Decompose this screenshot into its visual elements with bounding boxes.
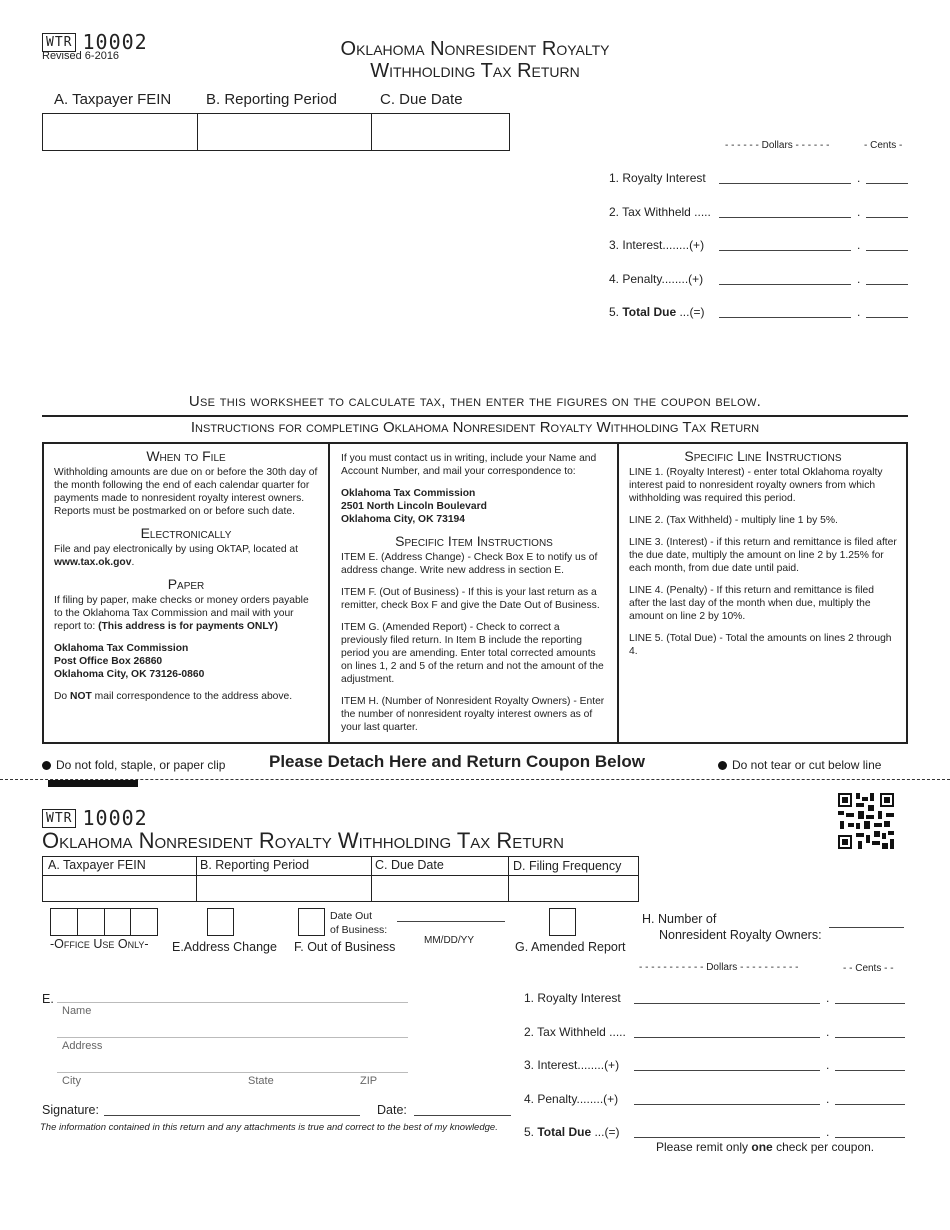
worksheet-line-5: [609, 305, 908, 319]
website-link[interactable]: www.tax.ok.gov: [54, 557, 132, 568]
instructions-col-2: [331, 444, 617, 744]
cents-field[interactable]: [866, 306, 908, 318]
decimal-point: .: [857, 305, 861, 319]
instructions-title: Instructions for completing Oklahoma Nonresident Royalty Withholding Tax Return: [190, 419, 760, 436]
line-4-text: LINE 4. (Penalty) - If this return and remittance is filed after the last day of the month when due, multiply the amount on line 2 by 10%.: [629, 585, 874, 622]
office-use-cell: [78, 909, 105, 935]
form-code: WTR: [42, 33, 76, 52]
coupon-line-4: [524, 1092, 905, 1106]
coupon-form-code: WTR: [42, 809, 76, 828]
line-2-text: LINE 2. (Tax Withheld) - multiply line 1 by 5%.: [629, 515, 838, 526]
label-reporting-period: B. Reporting Period: [206, 91, 337, 108]
correspondence-address: Oklahoma Tax Commission 2501 North Lincoln Boulevard Oklahoma City, OK 73194: [341, 488, 487, 525]
address-change-label: E.Address Change: [172, 940, 277, 954]
office-use-cell: [51, 909, 78, 935]
line-5-text: LINE 5. (Total Due) - Total the amounts on lines 2 through 4.: [629, 633, 892, 657]
cents-field[interactable]: [866, 239, 908, 251]
address-change-checkbox[interactable]: [207, 908, 234, 936]
state-label: State: [248, 1075, 274, 1087]
scan-mark: [48, 780, 138, 787]
line-label: 5. Total Due ...(=): [524, 1125, 620, 1139]
electronically-text: File and pay electronically by using OkTAP, located at www.tax.ok.gov.: [54, 544, 299, 568]
line-label: 2. Tax Withheld .....: [524, 1024, 626, 1039]
item-h-text: ITEM H. (Number of Nonresident Royalty Owners) - Enter the number of nonresident royalty interest owners as of your last quarter.: [341, 696, 605, 733]
coupon-due-date-field[interactable]: [373, 876, 507, 901]
signature-label: Signature:: [42, 1103, 99, 1117]
line-label: 3. Interest........(+): [524, 1058, 620, 1072]
cents-field[interactable]: [835, 1093, 905, 1105]
label-taxpayer-fein: A. Taxpayer FEIN: [54, 91, 172, 108]
dollars-header: - - - - - - Dollars - - - - - -: [725, 140, 830, 151]
cents-field[interactable]: [835, 1026, 905, 1038]
amended-report-label: G. Amended Report: [515, 940, 626, 954]
out-of-business-label: F. Out of Business: [294, 940, 396, 954]
form-number: 10002: [82, 30, 148, 54]
signature-field[interactable]: [104, 1115, 360, 1116]
divider: [371, 856, 372, 902]
line-label: 4. Penalty........(+): [524, 1091, 619, 1106]
decimal-point: .: [826, 1091, 830, 1106]
dollars-field[interactable]: [719, 239, 851, 251]
worksheet-line-1: [609, 171, 908, 185]
divider: [508, 856, 509, 902]
no-tear-note: Do not tear or cut below line: [718, 758, 881, 772]
coupon-fein-field[interactable]: [43, 876, 195, 901]
divider: [328, 442, 330, 744]
dollars-field[interactable]: [719, 306, 851, 318]
line-3-text: LINE 3. (Interest) - if this return and remittance is filed after the due date, multiply the amount on line 2 by 1.25% for each month, from due date until paid.: [629, 537, 897, 574]
dollars-field[interactable]: [719, 273, 851, 285]
coupon-form-id: [42, 806, 148, 830]
remit-note: Please remit only one check per coupon.: [656, 1140, 875, 1154]
detach-heading: Please Detach Here and Return Coupon Below: [269, 752, 645, 771]
specific-item-heading: Specific Item Instructions: [395, 533, 553, 549]
amended-report-checkbox[interactable]: [549, 908, 576, 936]
attestation-text: The information contained in this return and any attachments is true and correct to the best of my knowledge.: [40, 1122, 498, 1133]
zip-label: ZIP: [360, 1075, 378, 1087]
office-use-cell: [105, 909, 132, 935]
instructions-col-1: [44, 444, 328, 744]
electronically-heading: Electronically: [140, 525, 232, 541]
dollars-field[interactable]: [719, 206, 851, 218]
coupon-period-field[interactable]: [198, 876, 370, 901]
when-to-file-text: Withholding amounts are due on or before the 30th day of the month following the end of each calendar quarter for payments made to nonresident royalty interest owners. Reports must be postmarked on or before such date.: [54, 467, 318, 517]
qr-code-icon: [838, 793, 894, 849]
contact-text: If you must contact us in writing, include your Name and Account Number, and mail your correspondence to:: [341, 453, 597, 477]
bullet-icon: [718, 761, 727, 770]
line-label: 2. Tax Withheld .....: [609, 204, 711, 219]
dollars-field[interactable]: [634, 1126, 820, 1138]
cents-header: - Cents -: [864, 140, 903, 151]
coupon-line-3: [524, 1058, 905, 1072]
date-label: Date:: [377, 1103, 407, 1117]
owners-count-field[interactable]: [829, 927, 904, 928]
item-g-text: ITEM G. (Amended Report) - Check to correct a previously filed return. In Item B include the reporting period you are amending. Enter total corrected amounts on lines 1, 2 and 5 of the return and not the amount of the adjustment.: [341, 622, 604, 685]
page-title: Oklahoma Nonresident Royalty Withholding Tax Return: [340, 38, 610, 82]
decimal-point: .: [826, 1125, 830, 1139]
instructions-col-3: [619, 444, 907, 744]
cents-field[interactable]: [835, 1059, 905, 1071]
coupon-title: Oklahoma Nonresident Royalty Withholding Tax Return: [42, 828, 564, 853]
address-field[interactable]: [57, 1037, 408, 1038]
decimal-point: .: [826, 1024, 830, 1039]
divider: [196, 856, 197, 902]
cents-field[interactable]: [835, 992, 905, 1004]
reporting-period-field[interactable]: [198, 114, 372, 150]
taxpayer-fein-field[interactable]: [43, 114, 198, 150]
coupon-line-1: [524, 991, 905, 1005]
date-field[interactable]: [414, 1115, 511, 1116]
coupon-form-number: 10002: [82, 806, 148, 830]
coupon-label-period: B. Reporting Period: [200, 858, 310, 872]
line-label: 1. Royalty Interest: [524, 991, 621, 1005]
decimal-point: .: [857, 171, 861, 185]
worksheet-line-4: [609, 272, 908, 286]
date-format-hint: MM/DD/YY: [424, 935, 474, 946]
revised-date: Revised 6-2016: [42, 50, 120, 62]
decimal-point: .: [826, 1058, 830, 1072]
city-state-zip-field[interactable]: [57, 1072, 408, 1073]
decimal-point: .: [857, 204, 861, 219]
item-f-text: ITEM F. (Out of Business) - If this is your last return as a remitter, check Box F and give the Date Out of Business.: [341, 587, 600, 611]
date-out-label: Date Out of Business:: [330, 910, 388, 936]
coupon-line-5: [524, 1125, 905, 1139]
dollars-field[interactable]: [634, 992, 820, 1004]
decimal-point: .: [857, 238, 861, 252]
city-label: City: [62, 1075, 81, 1087]
bullet-icon: [42, 761, 51, 770]
dollars-field[interactable]: [634, 1093, 820, 1105]
coupon-label-fein: A. Taxpayer FEIN: [48, 858, 146, 872]
coupon-label-due-date: C. Due Date: [375, 858, 444, 872]
line-label: 5. Total Due ...(=): [609, 305, 705, 319]
address-label: Address: [62, 1040, 103, 1052]
label-due-date: C. Due Date: [380, 91, 463, 108]
when-to-file-heading: When to File: [146, 448, 226, 464]
dollars-field[interactable]: [719, 172, 851, 184]
decimal-point: .: [857, 271, 861, 286]
line-label: 4. Penalty........(+): [609, 271, 704, 286]
due-date-field[interactable]: [372, 114, 509, 150]
cents-field[interactable]: [866, 172, 908, 184]
worksheet-line-2: [609, 205, 908, 219]
payment-address: Oklahoma Tax Commission Post Office Box 26860 Oklahoma City, OK 73126-0860: [54, 643, 205, 680]
divider: [42, 415, 908, 417]
header-input-row: [42, 113, 510, 151]
coupon-cents-header: - - Cents - -: [843, 963, 894, 974]
decimal-point: .: [826, 991, 830, 1005]
office-use-cell: [131, 909, 157, 935]
owners-count-label: H. Number of Nonresident Royalty Owners:: [642, 912, 822, 942]
do-not-mail-note: Do NOT mail correspondence to the address above.: [54, 691, 293, 702]
worksheet-line-3: [609, 238, 908, 252]
worksheet-note: Use this worksheet to calculate tax, then enter the figures on the coupon below.: [188, 393, 762, 410]
detach-line[interactable]: [0, 779, 950, 780]
cents-field[interactable]: [866, 206, 908, 218]
cents-field[interactable]: [835, 1126, 905, 1138]
dollars-field[interactable]: [634, 1026, 820, 1038]
address-section-label: E.: [42, 992, 54, 1006]
cents-field[interactable]: [866, 273, 908, 285]
coupon-dollars-header: - - - - - - - - - - - Dollars - - - - - - - - - -: [639, 962, 799, 973]
item-e-text: ITEM E. (Address Change) - Check Box E to notify us of address change. Write new address in section E.: [341, 552, 598, 576]
line-label: 3. Interest........(+): [609, 238, 705, 252]
paper-text: If filing by paper, make checks or money orders payable to the Oklahoma Tax Commission and mail with your report to: (This address is for payments ONLY): [54, 595, 309, 632]
name-field[interactable]: [57, 1002, 408, 1003]
out-of-business-checkbox[interactable]: [298, 908, 325, 936]
specific-line-heading: Specific Line Instructions: [684, 448, 842, 464]
office-use-boxes: [50, 908, 158, 936]
dollars-field[interactable]: [634, 1059, 820, 1071]
coupon-label-frequency: D. Filing Frequency: [513, 859, 622, 873]
name-label: Name: [62, 1005, 92, 1017]
office-use-label: -Office Use Only-: [50, 937, 149, 951]
coupon-line-2: [524, 1025, 905, 1039]
line-label: 1. Royalty Interest: [609, 171, 706, 185]
line-1-text: LINE 1. (Royalty Interest) - enter total Oklahoma royalty interest paid to nonresident royalty owners from which withholding was required this period.: [629, 467, 883, 504]
date-out-field[interactable]: [397, 921, 505, 922]
no-fold-note: Do not fold, staple, or paper clip: [42, 758, 225, 772]
coupon-frequency-field[interactable]: [510, 876, 638, 901]
paper-heading: Paper: [167, 576, 205, 592]
